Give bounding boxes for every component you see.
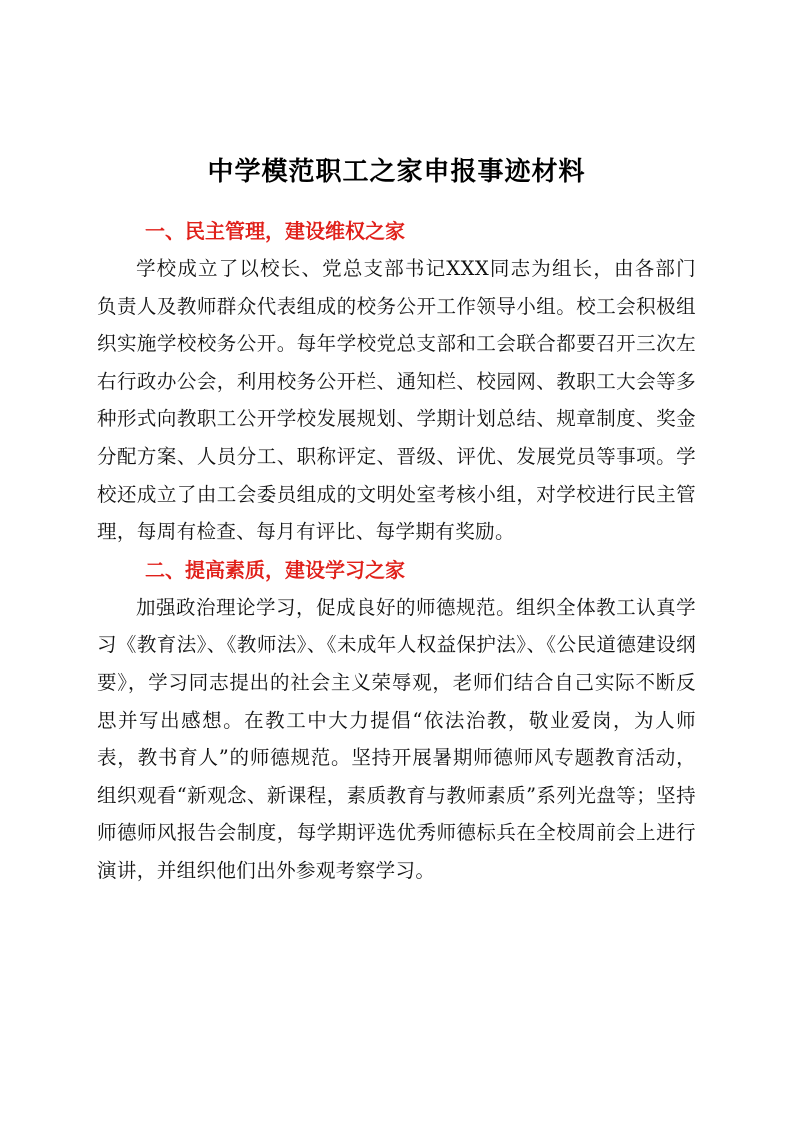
section-paragraph: 加强政治理论学习，促成良好的师德规范。组织全体教工认真学习《教育法》、《教师法》、《未成年人权益保护法》、《公民道德建设纲要》，学习同志提出的社会主义荣辱观，老师们结合自己实际不断反思并写出感想。在教工中大力提倡“依法治教，敬业爱岗，为人师表，教书育人”的师德规范。坚持开展暑期师德师风专题教育活动，组织观看“新观念、新课程，素质教育与教师素质”系列光盘等；坚持师德师风报告会制度，每学期评选优秀师德标兵在全校周前会上进行演讲，并组织他们出外参观考察学习。 bbox=[97, 595, 696, 882]
section-democratic-management bbox=[97, 212, 696, 551]
document-title: 中学模范职工之家申报事迹材料 bbox=[207, 157, 586, 187]
section-heading: 一、民主管理，建设维权之家 bbox=[145, 219, 405, 243]
section-heading: 二、提高素质，建设学习之家 bbox=[145, 557, 405, 582]
section-quality-improvement bbox=[97, 551, 696, 890]
section-paragraph: 学校成立了以校长、党总支部书记XXX同志为组长，由各部门负责人及教师群众代表组成的校务公开工作领导小组。校工会积极组织实施学校校务公开。每年学校党总支部和工会联合都要召开三次左右行政办公会，利用校务公开栏、通知栏、校园网、教职工大会等多种形式向教职工公开学校发展规划、学期计划总结、规章制度、奖金分配方案、人员分工、职称评定、晋级、评优、发展党员等事项。学校还成立了由工会委员组成的文明处室考核小组，对学校进行民主管理，每周有检查、每月有评比、每学期有奖励。 bbox=[97, 257, 696, 544]
